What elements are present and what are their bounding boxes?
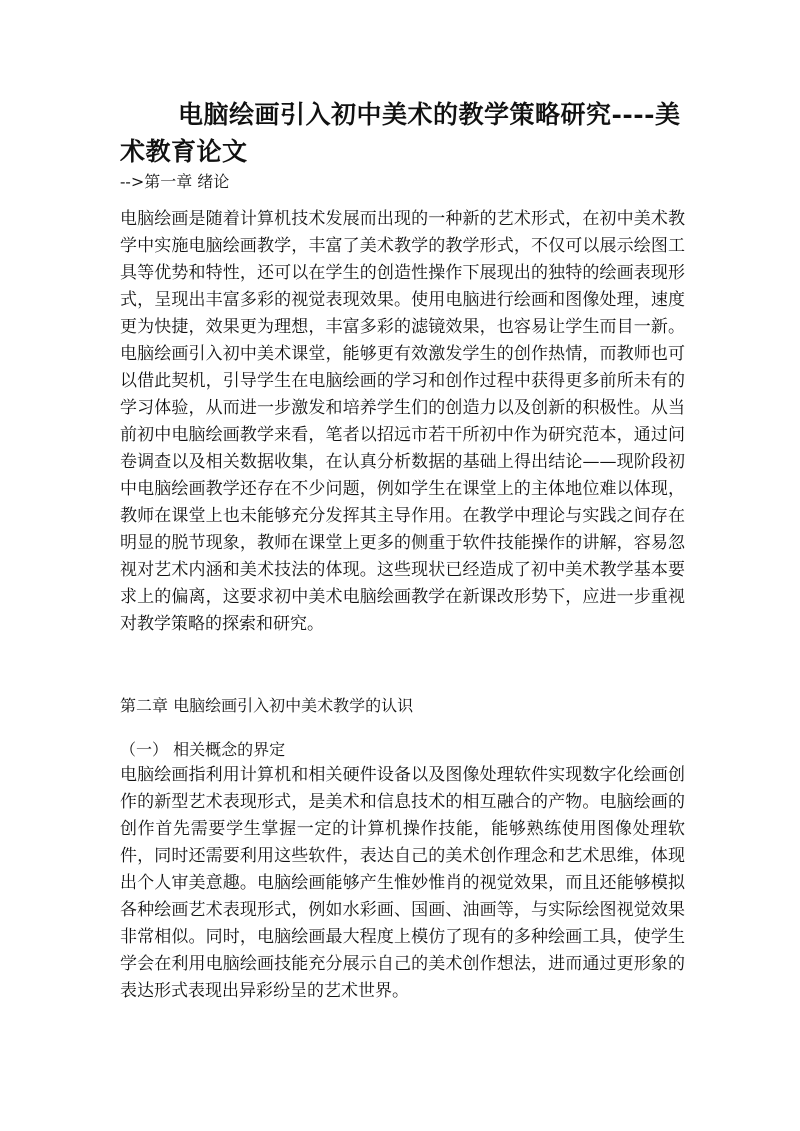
- chapter-two-heading: 第二章 电脑绘画引入初中美术教学的认识: [120, 696, 414, 715]
- paragraph-intro: 电脑绘画是随着计算机技术发展而出现的一种新的艺术形式，在初中美术教学中实施电脑绘画教学，丰富了美术教学的教学形式，不仅可以展示绘图工具等优势和特性，还可以在学生的创造性操作下展现出的独特的绘画表现形式，呈现出丰富多彩的视觉表现效果。使用电脑进行绘画和图像处理，速度更为快捷，效果更为理想，丰富多彩的滤镜效果，也容易让学生而目一新。电脑绘画引入初中美术课堂，能够更有效激发学生的创作热情，而教师也可以借此契机，引导学生在电脑绘画的学习和创作过程中获得更多前所未有的学习体验，从而进一步激发和培养学生们的创造力以及创新的积极性。从当前初中电脑绘画教学来看，笔者以招远市若干所初中作为研究范本，通过问卷调查以及相关数据收集，在认真分析数据的基础上得出结论——现阶段初中电脑绘画教学还存在不少问题，例如学生在课堂上的主体地位难以体现，教师在课堂上也未能够充分发挥其主导作用。在教学中理论与实践之间存在明显的脱节现象，教师在课堂上更多的侧重于软件技能操作的讲解，容易忽视对艺术内涵和美术技法的体现。这些现状已经造成了初中美术教学基本要求上的偏离，这要求初中美术电脑绘画教学在新课改形势下，应进一步重视对教学策略的探索和研究。: [120, 209, 685, 634]
- paragraph-definition: 电脑绘画指利用计算机和相关硬件设备以及图像处理软件实现数字化绘画创作的新型艺术表现形式，是美术和信息技术的相互融合的产物。电脑绘画的创作首先需要学生掌握一定的计算机操作技能，能够熟练使用图像处理软件，同时还需要利用这些软件，表达自己的美术创作理念和艺术思维，体现出个人审美意趣。电脑绘画能够产生惟妙惟肖的视觉效果，而且还能够模拟各种绘画艺术表现形式，例如水彩画、国画、油画等，与实际绘图视觉效果非常相似。同时，电脑绘画最大程度上模仿了现有的多种绘画工具，使学生学会在利用电脑绘画技能充分展示自己的美术创作想法，进而通过更形象的表达形式表现出异彩纷呈的艺术世界。: [120, 765, 685, 1001]
- chapter-one-link[interactable]: -->第一章 绪论: [120, 172, 230, 191]
- document-title: 电脑绘画引入初中美术的教学策略研究----美术教育论文: [120, 100, 681, 166]
- section-one-heading: （一） 相关概念的界定: [120, 740, 286, 759]
